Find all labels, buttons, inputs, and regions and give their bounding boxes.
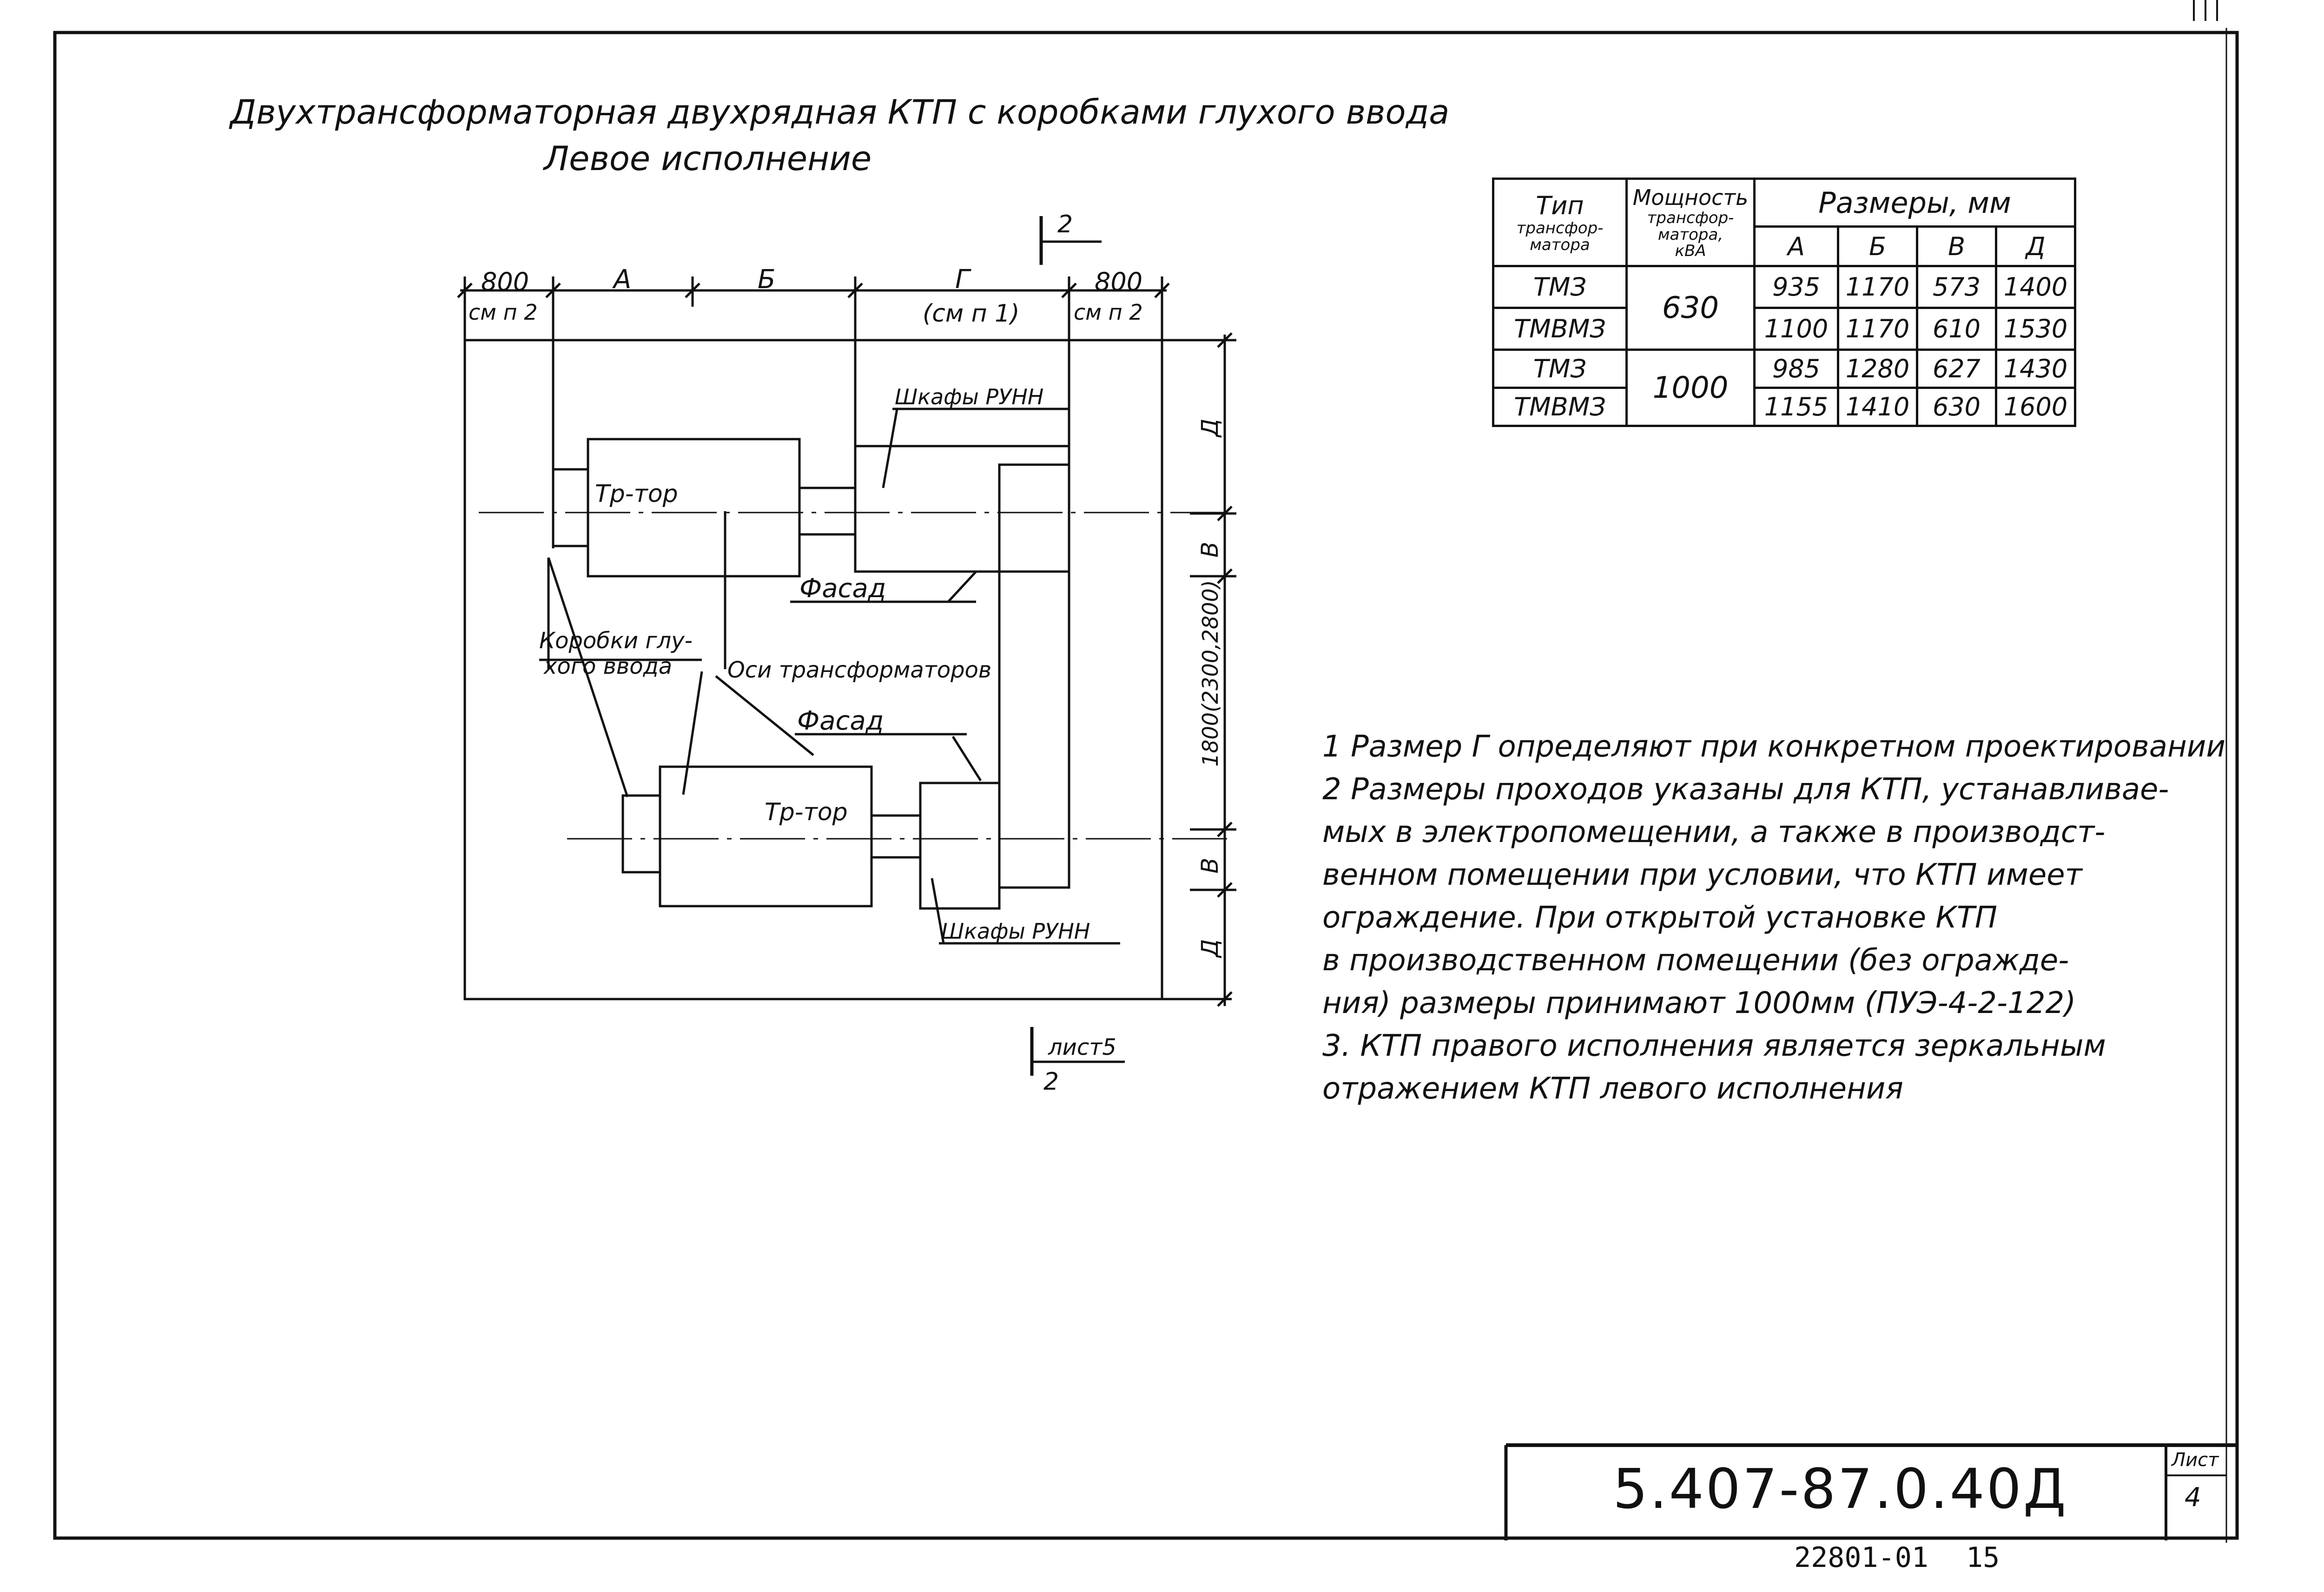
dim-800-right: 800 <box>1095 267 1143 296</box>
note-line: отражением КТП левого исполнения <box>1322 1072 1903 1106</box>
dim-d-top: Д <box>1196 418 1223 437</box>
col-v: В <box>1917 227 1996 266</box>
bottom-code: 22801-01 <box>1794 1541 1928 1574</box>
facade-label-1: Фасад <box>799 573 886 604</box>
table-cell: 1600 <box>1996 388 2075 426</box>
dim-g: Г <box>955 264 970 295</box>
row-power: 630 <box>1627 266 1755 350</box>
drawing-code: 5.407-87.0.40Д <box>1613 1457 2068 1521</box>
row-type: ТМЗ <box>1493 350 1627 388</box>
transformer-1-label: Тр-тор <box>595 480 678 508</box>
transformer-size-table <box>1492 178 2076 427</box>
table-cell: 1170 <box>1838 266 1917 308</box>
cabinets-label-1: Шкафы РУНН <box>895 384 1044 409</box>
note-line: 2 Размеры проходов указаны для КТП, устанавливае- <box>1322 772 2169 807</box>
table-cell: 1410 <box>1838 388 1917 426</box>
note-line: ограждение. При открытой установке КТП <box>1322 901 1998 935</box>
cabinets-column <box>999 465 1069 888</box>
row-type: ТМВМЗ <box>1493 388 1627 426</box>
drawing-title: Двухтрансформаторная двухрядная КТП с коробками глухого ввода <box>230 92 1450 132</box>
table-cell: 630 <box>1917 388 1996 426</box>
table-cell: 935 <box>1755 266 1838 308</box>
table-cell: 1530 <box>1996 308 2075 350</box>
ref-mid: (см п 1) <box>923 300 1020 328</box>
row-type: ТМВМЗ <box>1493 308 1627 350</box>
dim-d-bottom: Д <box>1196 939 1223 957</box>
col-a: А <box>1755 227 1838 266</box>
section-mark-top: 2 <box>1057 211 1073 238</box>
dim-a: А <box>614 264 632 295</box>
col-b: Б <box>1838 227 1917 266</box>
note-line: 3. КТП правого исполнения является зеркальным <box>1322 1029 2106 1063</box>
dim-800-left: 800 <box>481 267 529 296</box>
transformer-2 <box>660 767 872 906</box>
table-cell: 610 <box>1917 308 1996 350</box>
table-cell: 1430 <box>1996 350 2075 388</box>
row-type: ТМЗ <box>1493 266 1627 308</box>
facade-label-2: Фасад <box>797 706 884 736</box>
note-line: ния) размеры принимают 1000мм (ПУЭ-4-2-122) <box>1322 986 2076 1020</box>
header-type: Тип трансфор- матора <box>1493 179 1627 266</box>
table-cell: 627 <box>1917 350 1996 388</box>
axes-label: Оси трансформаторов <box>727 657 992 683</box>
table-cell: 1400 <box>1996 266 2075 308</box>
table-cell: 573 <box>1917 266 1996 308</box>
section-mark-bottom: 2 <box>1043 1068 1059 1096</box>
dim-v-bottom: В <box>1196 857 1223 874</box>
dim-b: Б <box>758 264 776 295</box>
note-line: 1 Размер Г определяют при конкретном проектировании <box>1322 730 2225 764</box>
dim-passage: 1800(2300,2800) <box>1198 580 1223 767</box>
note-line: мых в электропомещении, а также в производст- <box>1322 815 2106 849</box>
sheet-ref: лист5 <box>1048 1034 1116 1060</box>
header-sizes: Размеры, мм <box>1755 179 2075 227</box>
row-power: 1000 <box>1627 350 1755 426</box>
boxes-label-1: Коробки глу- <box>539 628 693 654</box>
table-cell: 1155 <box>1755 388 1838 426</box>
col-d: Д <box>1996 227 2075 266</box>
sheet-number: 4 <box>2185 1482 2201 1513</box>
cable-box-1 <box>553 469 588 546</box>
drawing-subtitle: Левое исполнение <box>544 139 872 178</box>
bottom-number: 15 <box>1966 1541 2000 1574</box>
cable-box-2 <box>623 796 660 872</box>
table-cell: 1100 <box>1755 308 1838 350</box>
table-cell: 1280 <box>1838 350 1917 388</box>
table-cell: 1170 <box>1838 308 1917 350</box>
ref-left: см п 2 <box>469 300 538 325</box>
ref-right: см п 2 <box>1074 300 1143 325</box>
table-cell: 985 <box>1755 350 1838 388</box>
header-power: Мощность трансфор- матора, кВА <box>1627 179 1755 266</box>
cabinets-label-2: Шкафы РУНН <box>941 919 1090 944</box>
cabinets-2 <box>920 783 999 908</box>
transformer-2-label: Тр-тор <box>765 798 848 826</box>
dim-v-top: В <box>1196 541 1223 558</box>
boxes-label-2: хого ввода <box>544 653 673 679</box>
note-line: венном помещении при условии, что КТП имеет <box>1322 858 2082 892</box>
sheet-label: Лист <box>2172 1449 2219 1471</box>
note-line: в производственном помещении (без огражде- <box>1322 943 2069 978</box>
